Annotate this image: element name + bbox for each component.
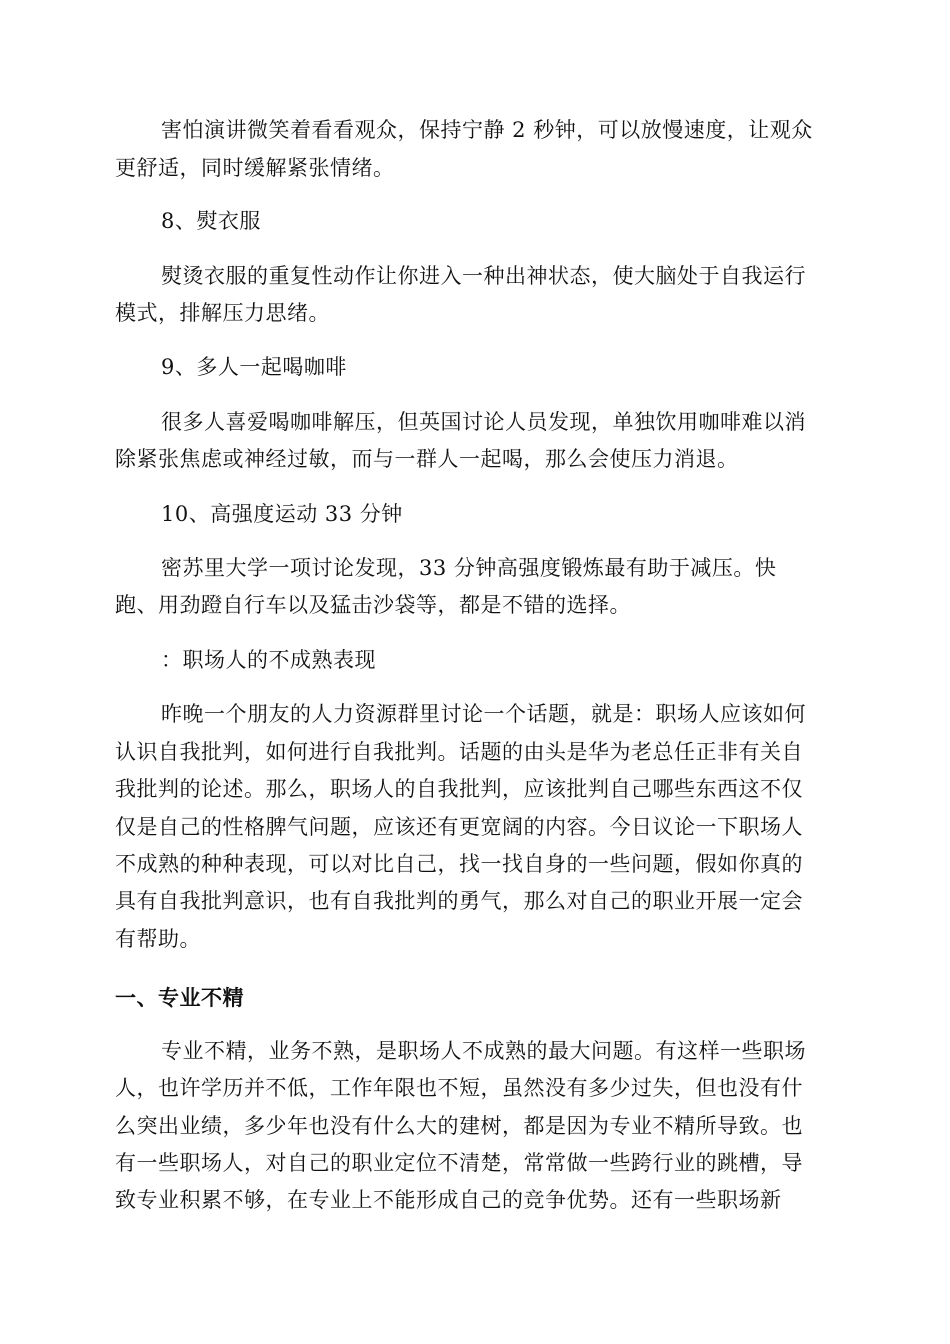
subtitle-line: ：职场人的不成熟表现 [161,648,376,672]
paragraph-line: 具有自我批判意识，也有自我批判的勇气，那么对自己的职业开展一定会 [115,889,803,913]
paragraph-line: 不成熟的种种表现，可以对比自己，找一找自身的一些问题，假如你真的 [115,852,803,876]
paragraph-line: 人，也许学历并不低，工作年限也不短，虽然没有多少过失，但也没有什 [115,1076,803,1100]
section-item-title: 9、多人一起喝咖啡 [161,355,347,379]
paragraph-line: 模式，排解压力思绪。 [115,301,330,325]
paragraph-line: 跑、用劲蹬自行车以及猛击沙袋等，都是不错的选择。 [115,593,631,617]
paragraph-line: 除紧张焦虑或神经过敏，而与一群人一起喝，那么会使压力消退。 [115,447,739,471]
paragraph-line: 有帮助。 [115,927,201,951]
paragraph-line: 更舒适，同时缓解紧张情绪。 [115,156,395,180]
paragraph-line: 很多人喜爱喝咖啡解压，但英国讨论人员发现，单独饮用咖啡难以消 [161,410,806,434]
paragraph-line: 我批判的论述。那么，职场人的自我批判，应该批判自己哪些东西这不仅 [115,777,803,801]
paragraph-line: 有一些职场人，对自己的职业定位不清楚，常常做一些跨行业的跳槽，导 [115,1151,803,1175]
section-item-title: 8、熨衣服 [161,209,261,233]
section-heading: 一、专业不精 [115,986,244,1010]
paragraph-line: 仅是自己的性格脾气问题，应该还有更宽阔的内容。今日议论一下职场人 [115,815,803,839]
paragraph-line: 熨烫衣服的重复性动作让你进入一种出神状态，使大脑处于自我运行 [161,264,806,288]
paragraph-line: 害怕演讲微笑着看看观众，保持宁静 2 秒钟，可以放慢速度，让观众 [161,118,813,142]
section-item-title: 10、高强度运动 33 分钟 [161,502,403,526]
paragraph-line: 昨晚一个朋友的人力资源群里讨论一个话题，就是：职场人应该如何 [161,702,806,726]
paragraph-line: 致专业积累不够，在专业上不能形成自己的竞争优势。还有一些职场新 [115,1188,782,1212]
paragraph-line: 认识自我批判，如何进行自我批判。话题的由头是华为老总任正非有关自 [115,740,803,764]
paragraph-line: 专业不精，业务不熟，是职场人不成熟的最大问题。有这样一些职场 [161,1039,806,1063]
paragraph-line: 么突出业绩，多少年也没有什么大的建树，都是因为专业不精所导致。也 [115,1114,803,1138]
paragraph-line: 密苏里大学一项讨论发现，33 分钟高强度锻炼最有助于减压。快 [161,556,777,580]
